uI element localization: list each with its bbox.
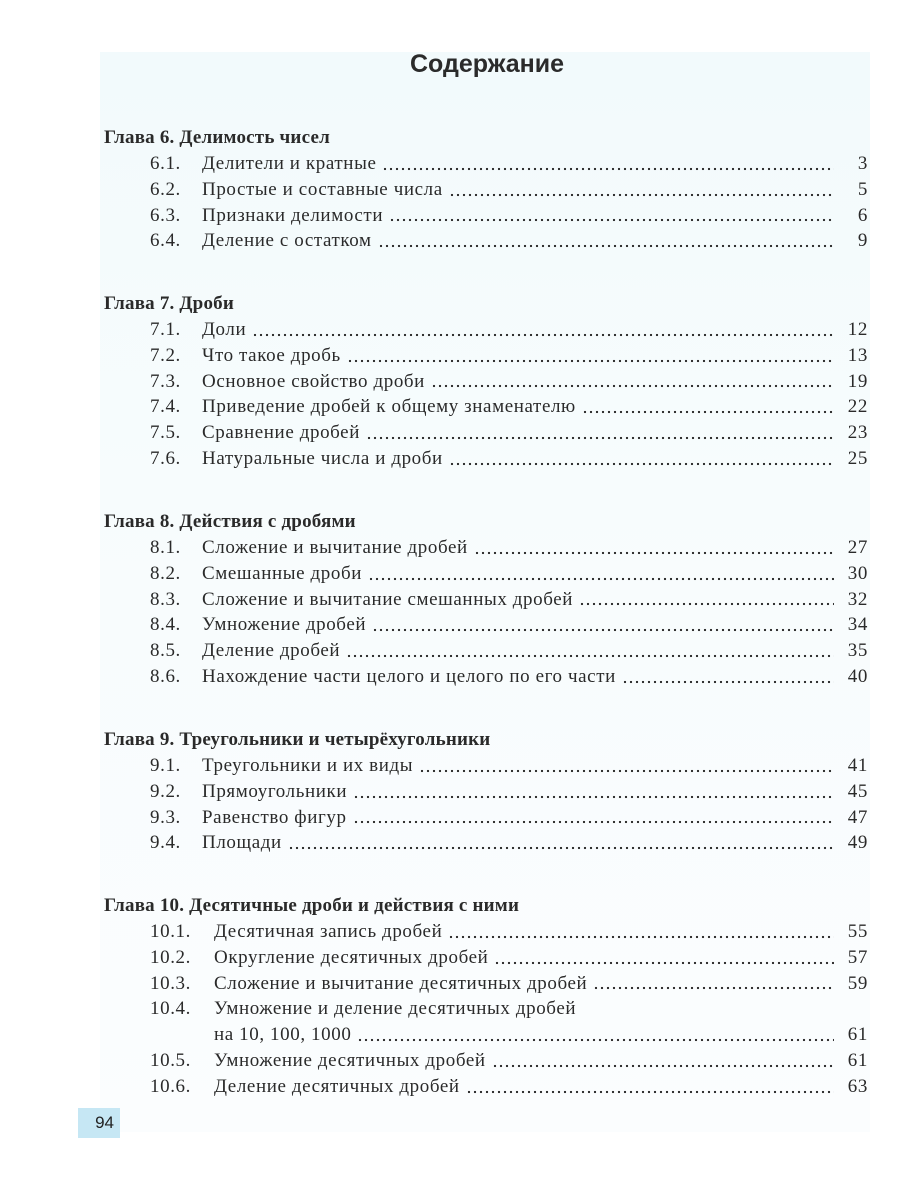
section-title: Признаки делимости — [202, 204, 384, 226]
section-title: Равенство фигур — [202, 806, 347, 828]
section-page: 22 — [847, 396, 868, 418]
section-number: 9.3. — [150, 806, 181, 828]
toc-entry[interactable] — [104, 1048, 868, 1074]
section-page: 41 — [847, 755, 868, 776]
section-number: 7.6. — [150, 447, 181, 469]
section-page: 9 — [857, 230, 868, 252]
section-title: Делители и кратные — [202, 153, 377, 174]
section-page: 30 — [847, 562, 868, 584]
section-title: Умножение десятичных дробей — [214, 1049, 486, 1071]
section-title: Сложение и вычитание дробей — [202, 537, 468, 558]
section-title: Десятичная запись дробей — [214, 921, 443, 942]
leader-dots — [378, 244, 834, 248]
page-number: 94 — [78, 1108, 120, 1138]
leader-dots — [474, 551, 834, 555]
leader-dots — [492, 1064, 834, 1068]
leader-dots — [622, 680, 834, 684]
section-page: 57 — [847, 946, 868, 968]
toc-entry[interactable] — [104, 343, 868, 369]
section-title: Натуральные числа и дроби — [202, 447, 443, 469]
section-title: Смешанные дроби — [202, 562, 362, 584]
section-title: Сложение и вычитание десятичных дробей — [214, 972, 588, 994]
section-title: Площади — [202, 832, 282, 854]
section-page: 49 — [847, 832, 868, 854]
toc-entry[interactable] — [104, 971, 868, 997]
section-number: 6.2. — [150, 178, 181, 200]
leader-dots — [579, 602, 834, 606]
leader-dots — [357, 1038, 834, 1042]
leader-dots — [372, 628, 834, 632]
toc-entry[interactable] — [104, 561, 868, 587]
chapter-title: Глава 9. Треугольники и четырёхугольники — [104, 729, 491, 750]
leader-dots — [368, 577, 834, 581]
section-title: Умножение дробей — [202, 614, 367, 636]
chapter-title: Глава 10. Десятичные дроби и действия с ними — [104, 895, 520, 916]
section-title: Простые и составные числа — [202, 178, 443, 200]
chapter-title: Глава 6. Делимость чисел — [104, 127, 330, 148]
leader-dots — [494, 961, 834, 965]
leader-dots — [353, 820, 834, 824]
section-title: Деление с остатком — [202, 230, 372, 252]
section-page: 61 — [847, 1049, 868, 1071]
leader-dots — [382, 167, 834, 171]
toc-entry[interactable] — [104, 638, 868, 664]
toc-entry[interactable] — [104, 919, 868, 945]
page-title: Содержание — [409, 50, 565, 78]
section-page: 3 — [857, 153, 868, 174]
leader-dots — [449, 193, 834, 197]
section-page: 6 — [857, 204, 868, 226]
section-number: 10.2. — [150, 946, 191, 968]
leader-dots — [346, 654, 834, 658]
toc-entry[interactable] — [104, 177, 868, 203]
section-number: 10.1. — [150, 921, 191, 942]
section-title: Нахождение части целого и целого по его части — [202, 665, 616, 687]
section-page: 45 — [847, 780, 868, 802]
leader-dots — [366, 436, 834, 440]
section-number: 9.2. — [150, 780, 181, 802]
toc-entry[interactable] — [104, 369, 868, 395]
toc-entry[interactable] — [104, 317, 868, 343]
toc-entry[interactable] — [104, 805, 868, 831]
chapter-6 — [104, 125, 868, 254]
section-number: 10.5. — [150, 1049, 191, 1071]
section-number: 7.1. — [150, 319, 181, 340]
section-page: 55 — [847, 921, 868, 942]
section-number: 7.4. — [150, 396, 181, 418]
leader-dots — [466, 1090, 834, 1094]
leader-dots — [448, 935, 834, 939]
section-number: 9.1. — [150, 755, 181, 776]
toc-entry[interactable] — [104, 996, 868, 1022]
section-page: 13 — [847, 344, 868, 366]
section-number: 10.6. — [150, 1075, 191, 1097]
section-page: 59 — [847, 972, 868, 994]
toc-entry[interactable] — [104, 945, 868, 971]
leader-dots — [252, 333, 834, 337]
section-title: Деление десятичных дробей — [214, 1075, 460, 1097]
section-number: 8.5. — [150, 640, 181, 662]
section-title: Треугольники и их виды — [202, 755, 414, 776]
toc-entry[interactable] — [104, 830, 868, 856]
toc-entry[interactable] — [104, 446, 868, 472]
section-title: Округление десятичных дробей — [214, 946, 489, 968]
section-page: 34 — [847, 614, 868, 636]
section-number: 6.3. — [150, 204, 181, 226]
section-number: 10.3. — [150, 972, 191, 994]
section-page: 25 — [847, 447, 868, 469]
leader-dots — [288, 846, 834, 850]
section-title: Прямоугольники — [202, 780, 348, 802]
section-number: 7.3. — [150, 370, 181, 392]
toc-entry[interactable] — [104, 612, 868, 638]
leader-dots — [389, 218, 834, 222]
toc-entry[interactable] — [104, 587, 868, 613]
chapter-10 — [104, 893, 868, 1100]
section-page: 23 — [847, 422, 868, 444]
section-title: Умножение и деление десятичных дробей — [214, 998, 577, 1020]
section-page: 35 — [847, 640, 868, 662]
section-page: 27 — [847, 537, 868, 558]
toc-entry[interactable] — [104, 203, 868, 229]
leader-dots — [593, 986, 834, 990]
section-number: 10.4. — [150, 998, 191, 1020]
section-page: 19 — [847, 370, 868, 392]
leader-dots — [431, 384, 834, 388]
toc-entry[interactable] — [104, 228, 868, 254]
section-page: 47 — [847, 806, 868, 828]
toc-entry[interactable] — [104, 535, 868, 561]
toc-entry[interactable] — [104, 420, 868, 446]
section-number: 6.4. — [150, 230, 181, 252]
section-title: Приведение дробей к общему знаменателю — [202, 396, 576, 418]
section-title: Сложение и вычитание смешанных дробей — [202, 588, 574, 610]
section-title-continued: на 10, 100, 1000 — [214, 1024, 352, 1046]
section-title: Основное свойство дроби — [202, 370, 425, 392]
leader-dots — [582, 410, 834, 414]
toc-entry[interactable] — [104, 664, 868, 690]
section-page: 61 — [847, 1024, 868, 1046]
chapter-title: Глава 8. Действия с дробями — [104, 511, 356, 532]
leader-dots — [449, 462, 834, 466]
section-number: 8.1. — [150, 537, 181, 558]
leader-dots — [353, 795, 834, 799]
toc-entry[interactable] — [104, 779, 868, 805]
section-number: 8.2. — [150, 562, 181, 584]
leader-dots — [419, 769, 834, 773]
chapter-title: Глава 7. Дроби — [104, 293, 235, 314]
section-page: 63 — [847, 1075, 868, 1097]
section-title: Доли — [202, 319, 247, 340]
section-number: 6.1. — [150, 153, 181, 174]
chapter-8 — [104, 509, 868, 690]
section-page: 12 — [847, 319, 868, 340]
section-page: 5 — [857, 178, 868, 200]
toc-entry[interactable] — [104, 151, 868, 177]
toc-entry[interactable] — [104, 394, 868, 420]
section-number: 8.6. — [150, 665, 181, 687]
toc-entry[interactable] — [104, 1074, 868, 1100]
section-number: 7.2. — [150, 344, 181, 366]
section-number: 7.5. — [150, 422, 181, 444]
toc-entry-continuation[interactable] — [104, 1022, 868, 1048]
chapter-9 — [104, 727, 868, 856]
section-number: 9.4. — [150, 832, 181, 854]
section-title: Деление дробей — [202, 640, 341, 662]
section-title: Сравнение дробей — [202, 422, 360, 444]
section-page: 40 — [847, 665, 868, 687]
section-page: 32 — [847, 588, 868, 610]
section-number: 8.4. — [150, 614, 181, 636]
chapter-7 — [104, 291, 868, 472]
section-number: 8.3. — [150, 588, 181, 610]
toc-entry[interactable] — [104, 753, 868, 779]
leader-dots — [347, 359, 834, 363]
section-title: Что такое дробь — [202, 344, 341, 366]
